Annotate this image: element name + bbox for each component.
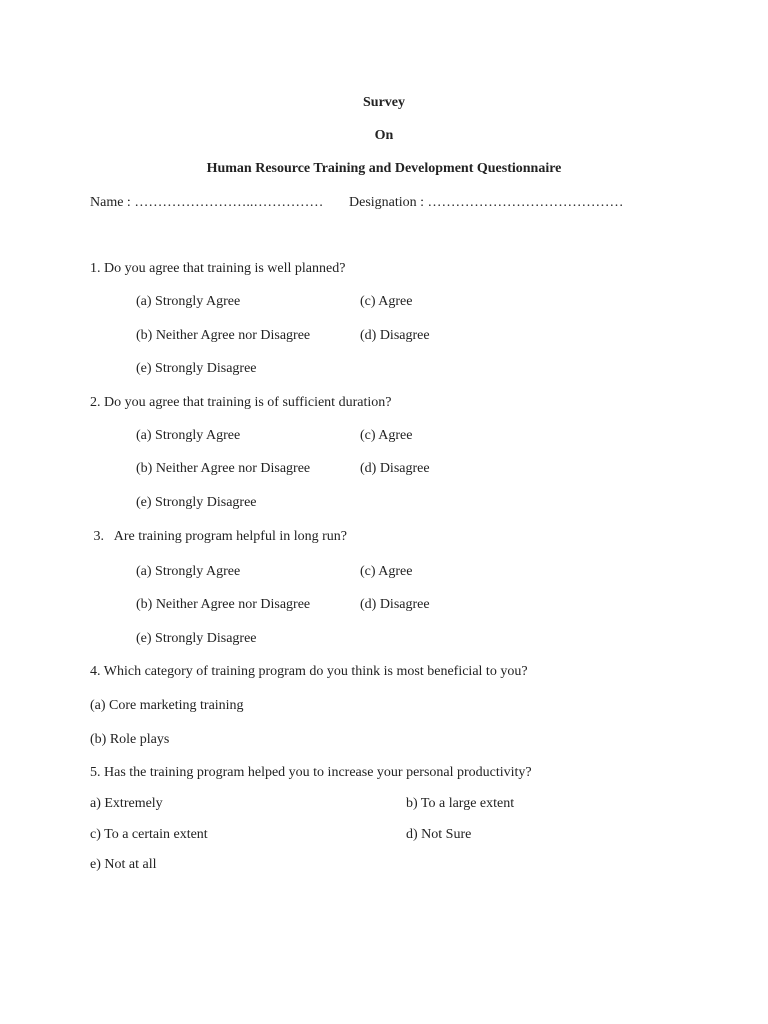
q2-option-e[interactable]: (e) Strongly Disagree (136, 495, 257, 510)
q1-option-d[interactable]: (d) Disagree (360, 328, 430, 343)
survey-title: Survey (363, 95, 405, 110)
q2-option-c[interactable]: (c) Agree (360, 428, 413, 443)
q5-option-b[interactable]: b) To a large extent (406, 796, 515, 811)
designation-field[interactable] (349, 195, 624, 211)
q3-option-e[interactable]: (e) Strongly Disagree (136, 631, 257, 646)
q3-option-b[interactable]: (b) Neither Agree nor Disagree (136, 597, 311, 612)
q3-option-a[interactable]: (a) Strongly Agree (136, 564, 241, 579)
question-5: 5. Has the training program helped you to increase your personal productivity? (90, 765, 532, 780)
question-1: 1. Do you agree that training is well planned? (90, 261, 346, 276)
q1-option-c[interactable]: (c) Agree (360, 294, 413, 309)
q5-option-a[interactable]: a) Extremely (90, 796, 163, 811)
q5-option-d[interactable]: d) Not Sure (406, 827, 472, 842)
q1-option-e[interactable]: (e) Strongly Disagree (136, 361, 257, 376)
question-3: 3. Are training program helpful in long run? (90, 529, 347, 544)
name-dots: ……………………..…………… (134, 195, 324, 210)
name-field[interactable] (90, 195, 323, 211)
q2-option-b[interactable]: (b) Neither Agree nor Disagree (136, 461, 311, 476)
q3-option-d[interactable]: (d) Disagree (360, 597, 430, 612)
designation-label: Designation : (349, 195, 425, 210)
q5-option-e[interactable]: e) Not at all (90, 857, 157, 872)
q4-option-b[interactable]: (b) Role plays (90, 732, 170, 747)
question-4: 4. Which category of training program do you think is most beneficial to you? (90, 664, 528, 679)
q4-option-a[interactable]: (a) Core marketing training (90, 698, 244, 713)
designation-dots: …………………………………… (427, 195, 624, 210)
question-2: 2. Do you agree that training is of sufficient duration? (90, 395, 392, 410)
q1-option-a[interactable]: (a) Strongly Agree (136, 294, 241, 309)
q1-option-b[interactable]: (b) Neither Agree nor Disagree (136, 328, 311, 343)
q2-option-d[interactable]: (d) Disagree (360, 461, 430, 476)
name-label: Name : (90, 195, 131, 210)
survey-heading: Human Resource Training and Development Questionnaire (206, 161, 562, 176)
q5-option-c[interactable]: c) To a certain extent (90, 827, 208, 842)
q2-option-a[interactable]: (a) Strongly Agree (136, 428, 241, 443)
survey-subtitle: On (374, 128, 394, 143)
q3-option-c[interactable]: (c) Agree (360, 564, 413, 579)
